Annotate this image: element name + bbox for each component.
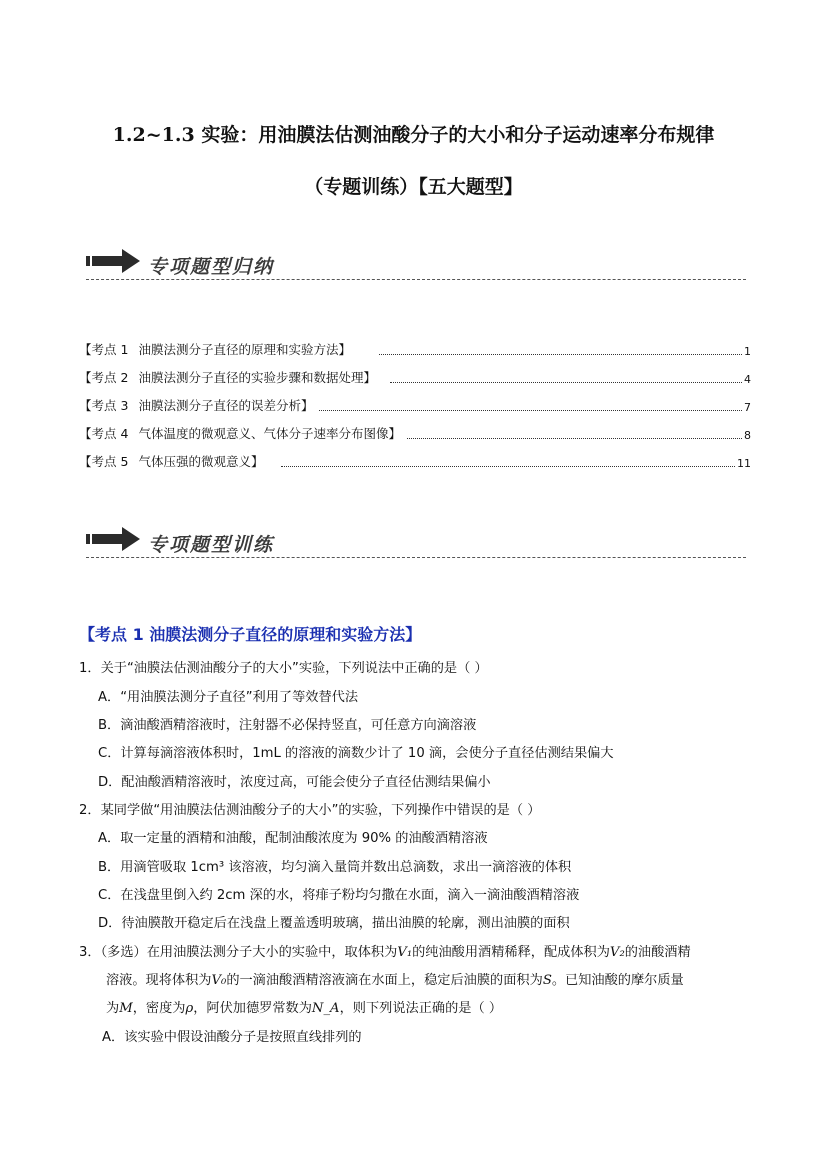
document-title-line2: （专题训练）【五大题型】 — [304, 176, 523, 198]
question-3-option-a: A．该实验中假设油酸分子是按照直线排列的 — [102, 1030, 362, 1045]
toc-page: 7 — [744, 401, 751, 414]
question-2-stem: 2．某同学做“用油膜法估测油酸分子的大小”的实验，下列操作中错误的是（ ） — [79, 803, 541, 818]
banner-summary-text: 专项题型归纳 — [148, 256, 275, 278]
section-heading: 【考点 1 油膜法测分子直径的原理和实验方法】 — [79, 625, 422, 644]
toc-num: 【考点 3 — [79, 398, 129, 413]
toc-text: 气体温度的微观意义、气体分子速率分布图像】 — [138, 426, 401, 441]
question-3-line2: 溶液。现将体积为V₀的一滴油酸酒精溶液滴在水面上，稳定后油膜的面积为S。已知油酸的摩尔质量 — [106, 973, 684, 988]
banner-divider — [86, 279, 746, 280]
question-1-option-c: C．计算每滴溶液体积时，1mL 的溶液的滴数少计了 10 滴，会使分子直径估测结果偏大 — [98, 746, 614, 761]
toc-text: 油膜法测分子直径的实验步骤和数据处理】 — [138, 370, 376, 385]
toc-text: 油膜法测分子直径的原理和实验方法】 — [138, 342, 351, 357]
document-title-line1: 1.2~1.3 实验：用油膜法估测油酸分子的大小和分子运动速率分布规律 — [112, 124, 715, 146]
toc-leader — [379, 354, 742, 355]
var-s: S — [542, 973, 552, 988]
toc-item-1[interactable] — [79, 340, 751, 358]
question-2-option-c: C．在浅盘里倒入约 2cm 深的水，将痱子粉均匀撒在水面，滴入一滴油酸酒精溶液 — [98, 888, 580, 903]
arrow-icon — [86, 246, 142, 276]
banner-summary — [86, 246, 746, 286]
banner-training — [86, 524, 746, 564]
toc-leader — [407, 438, 742, 439]
toc-page: 8 — [744, 429, 751, 442]
toc-leader — [390, 382, 742, 383]
var-v2: V₂ — [609, 945, 625, 960]
toc-page: 1 — [744, 345, 751, 358]
toc-item-5[interactable] — [79, 452, 751, 470]
var-v1: V₁ — [397, 945, 413, 960]
toc-page: 4 — [744, 373, 751, 386]
toc-leader — [319, 410, 742, 411]
toc-num: 【考点 5 — [79, 454, 129, 469]
toc-text: 气体压强的微观意义】 — [138, 454, 264, 469]
banner-training-text: 专项题型训练 — [148, 534, 275, 556]
question-1-option-d: D．配油酸酒精溶液时，浓度过高，可能会使分子直径估测结果偏小 — [98, 775, 491, 790]
question-3-line3: 为M，密度为ρ，阿伏加德罗常数为N_A，则下列说法正确的是（ ） — [106, 1001, 503, 1016]
var-v0: V₀ — [211, 973, 227, 988]
question-2-option-a: A．取一定量的酒精和油酸，配制油酸浓度为 90% 的油酸酒精溶液 — [98, 831, 488, 846]
toc-item-4[interactable] — [79, 424, 751, 442]
arrow-icon — [86, 524, 142, 554]
question-1-stem: 1．关于“油膜法估测油酸分子的大小”实验，下列说法中正确的是（ ） — [79, 661, 488, 676]
toc-num: 【考点 1 — [79, 342, 129, 357]
toc-item-3[interactable] — [79, 396, 751, 414]
toc-item-2[interactable] — [79, 368, 751, 386]
banner-divider — [86, 557, 746, 558]
toc-page: 11 — [737, 457, 751, 470]
question-1-option-b: B．滴油酸酒精溶液时，注射器不必保持竖直，可任意方向滴溶液 — [98, 718, 477, 733]
toc-num: 【考点 2 — [79, 370, 129, 385]
question-1-option-a: A．“用油膜法测分子直径”利用了等效替代法 — [98, 690, 359, 705]
var-na: N_A — [311, 1001, 340, 1016]
question-2-option-d: D．待油膜散开稳定后在浅盘上覆盖透明玻璃，描出油膜的轮廓，测出油膜的面积 — [98, 916, 570, 931]
var-rho: ρ — [185, 1001, 194, 1016]
question-3-line1: 3．（多选）在用油膜法测分子大小的实验中，取体积为V₁的纯油酸用酒精稀释，配成体积为V₂的油酸酒精 — [79, 945, 691, 960]
question-2-option-b: B．用滴管吸取 1cm³ 该溶液，均匀滴入量筒并数出总滴数，求出一滴溶液的体积 — [98, 860, 572, 875]
toc-leader — [281, 466, 735, 467]
toc-num: 【考点 4 — [79, 426, 129, 441]
toc-text: 油膜法测分子直径的误差分析】 — [138, 398, 314, 413]
var-m: M — [119, 1001, 133, 1016]
